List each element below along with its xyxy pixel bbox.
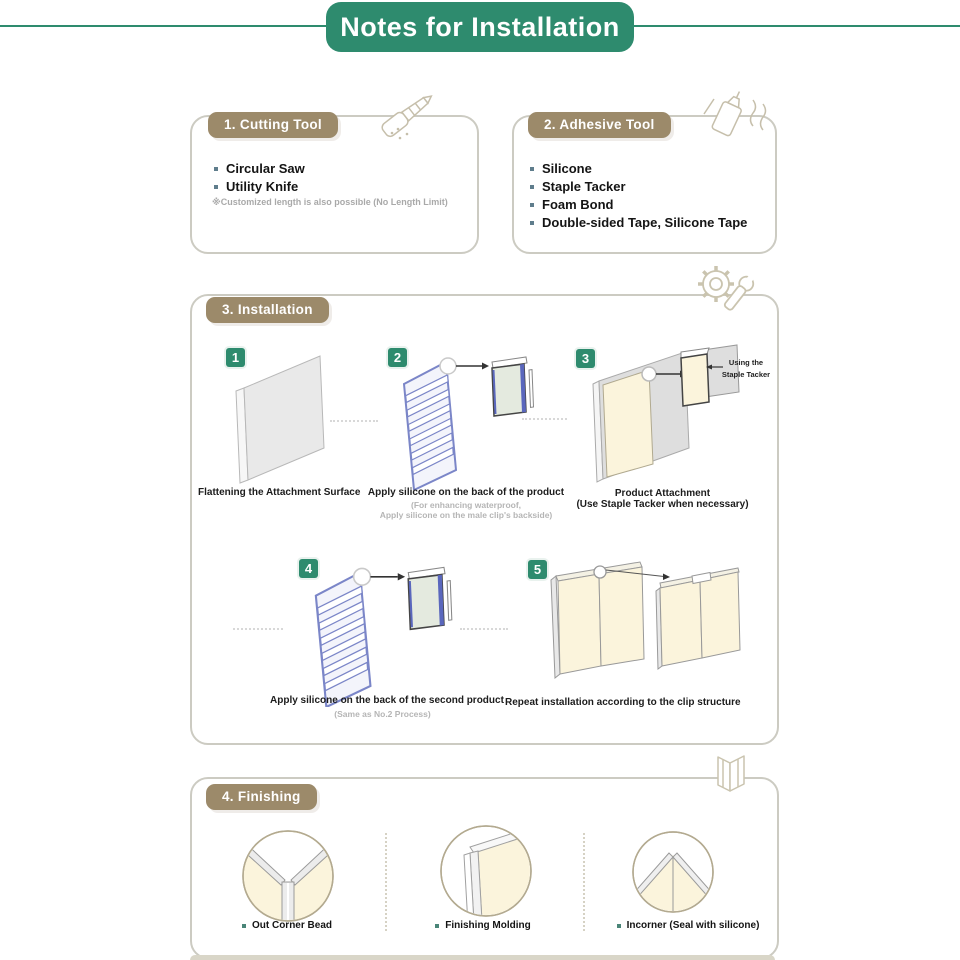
dotted-divider xyxy=(330,420,378,422)
bullet-dot xyxy=(214,185,218,189)
finishing-label xyxy=(598,920,778,931)
list-item xyxy=(530,215,747,230)
cutting-item-label: Utility Knife xyxy=(226,179,299,194)
finishing-label xyxy=(403,920,563,931)
bullet-dot xyxy=(617,924,621,928)
bullet-dot xyxy=(530,185,534,189)
step-badge: 2 xyxy=(388,348,407,367)
cutting-note: ※Customized length is also possible (No Length Limit) xyxy=(212,197,448,207)
cutting-tool-header: 1. Cutting Tool xyxy=(208,112,338,138)
adhesive-item-label: Double-sided Tape, Silicone Tape xyxy=(542,215,748,230)
out-corner-bead-illustration xyxy=(240,828,336,924)
list-item xyxy=(530,197,614,212)
bullet-dot xyxy=(530,167,534,171)
step5-repeat-installation-illustration xyxy=(542,556,757,696)
dotted-divider xyxy=(233,628,283,630)
step1-wall-panel-illustration xyxy=(228,346,343,486)
adhesive-item-label: Foam Bond xyxy=(542,197,614,212)
step3-caption2: (Use Staple Tacker when necessary) xyxy=(576,499,749,510)
utility-knife-icon xyxy=(372,86,442,148)
step2-silicone-application-illustration xyxy=(392,350,542,490)
step2-caption: Apply silicone on the back of the product xyxy=(367,487,565,498)
step1-caption: Flattening the Attachment Surface xyxy=(198,487,361,498)
step-badge: 5 xyxy=(528,560,547,579)
step5-caption: Repeat installation according to the clip structure xyxy=(505,697,741,708)
step2-subcaption: (For enhancing waterproof, xyxy=(410,500,522,510)
page-title: Notes for Installation xyxy=(326,2,634,52)
adhesive-item-label: Silicone xyxy=(542,161,592,176)
step3-caption: Product Attachment xyxy=(614,488,711,499)
annotation-line: Using the xyxy=(728,358,764,367)
annotation-line: Staple Tacker xyxy=(721,370,771,379)
finishing-item-label: Out Corner Bead xyxy=(251,920,332,931)
bullet-dot xyxy=(530,221,534,225)
adhesive-item-label: Staple Tacker xyxy=(542,179,626,194)
step-badge: 4 xyxy=(299,559,318,578)
bullet-dot xyxy=(242,924,246,928)
step4-silicone-application-illustration xyxy=(303,560,461,707)
list-item xyxy=(530,179,626,194)
step4-caption: Apply silicone on the back of the second product xyxy=(270,695,504,706)
dotted-divider xyxy=(385,833,387,931)
finishing-item-label: Finishing Molding xyxy=(445,920,531,931)
incorner-illustration xyxy=(630,829,716,915)
bullet-dot xyxy=(435,924,439,928)
bullet-dot xyxy=(530,203,534,207)
list-item xyxy=(214,179,298,194)
step-badge: 3 xyxy=(576,349,595,368)
dotted-divider xyxy=(583,833,585,931)
staple-tacker-annotation xyxy=(718,357,774,381)
gear-wrench-icon xyxy=(692,262,756,324)
silicone-tube-icon xyxy=(698,86,772,148)
finishing-item-label: Incorner (Seal with silicone) xyxy=(626,920,760,931)
corner-molding-icon xyxy=(702,753,758,807)
finishing-header: 4. Finishing xyxy=(206,784,317,810)
cutting-item-label: Circular Saw xyxy=(226,161,305,176)
step-badge: 1 xyxy=(226,348,245,367)
installation-header: 3. Installation xyxy=(206,297,329,323)
next-section-edge xyxy=(190,955,775,960)
list-item xyxy=(214,161,305,176)
finishing-label xyxy=(207,920,367,931)
dotted-divider xyxy=(522,418,567,420)
step4-subcaption: (Same as No.2 Process) xyxy=(334,709,431,719)
dotted-divider xyxy=(460,628,508,630)
finishing-molding-illustration xyxy=(438,823,534,919)
list-item xyxy=(530,161,592,176)
adhesive-tool-header: 2. Adhesive Tool xyxy=(528,112,671,138)
step2-subcaption: Apply silicone on the male clip's backside) xyxy=(379,510,553,520)
bullet-dot xyxy=(214,167,218,171)
